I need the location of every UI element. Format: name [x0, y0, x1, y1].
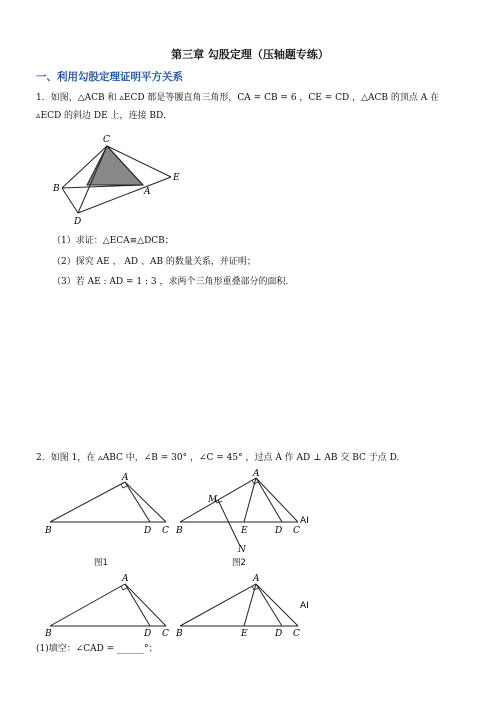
label-E: E [241, 629, 248, 638]
problem1-line1: 1．如图，△ACB 和 ▵ECD 都是等腰直角三角形，CA = CB = 6 ，CE = CD ，△ACB 的顶点 A 在 [36, 93, 440, 103]
watermark-ai: AI [300, 516, 309, 526]
label-N: N [238, 545, 246, 554]
label-A: A [253, 574, 260, 584]
problem1-line2: ▵ECD 的斜边 DE 上，连接 BD． [36, 111, 173, 121]
problem1-q3: （3）若 AE : AD = 1 : 3 ，求两个三角形重叠部分的面积. [52, 277, 289, 287]
problem1-q1: （1）求证：△ECA≌△DCB； [52, 236, 174, 246]
label-A: A [122, 574, 129, 584]
label-C: C [162, 629, 169, 638]
label-A: A [122, 473, 129, 483]
label-C: C [103, 135, 110, 145]
problem1-figure [50, 132, 190, 227]
label-B: B [45, 526, 52, 536]
label-B: B [176, 629, 183, 638]
segment-AE [244, 478, 256, 522]
label-A: A [253, 469, 260, 479]
problem2-figure2 [174, 466, 334, 554]
page-title: 第三章 勾股定理（压轴题专练） [171, 48, 329, 61]
figure1-caption: 图1 [94, 558, 108, 568]
label-C: C [162, 526, 169, 536]
segment-AD [125, 584, 150, 626]
label-B: B [176, 526, 183, 536]
segment-BA [50, 584, 125, 626]
problem2-line1: 2．如图 1，在 ▵ABC 中，∠B = 30° ，∠C = 45° ，过点 A 作 AD ⊥ AB 交 BC 于点 D. [36, 453, 400, 463]
segment-AC [256, 584, 298, 626]
segment-AC [125, 584, 166, 626]
segment-MN [218, 500, 240, 546]
watermark-ai: AI [300, 601, 309, 611]
segment-AC [256, 478, 298, 522]
label-D: D [275, 629, 283, 638]
problem2-figure4 [174, 570, 334, 638]
problem2-figure3 [40, 570, 180, 638]
segment-AC [125, 482, 166, 522]
label-D: D [144, 526, 152, 536]
section-heading: 一、利用勾股定理证明平方关系 [36, 71, 183, 83]
segment-BA [180, 584, 256, 626]
problem2-fill: (1)填空：∠CAD = ______°； [36, 644, 158, 654]
segment-AD [256, 478, 282, 522]
segment-AD [125, 482, 150, 522]
figure2-caption: 图2 [232, 558, 246, 568]
label-E: E [241, 526, 248, 536]
segment-BD [62, 188, 78, 213]
problem1-q2: （2）探究 AE 、 AD 、AB 的数量关系，并证明； [52, 257, 256, 267]
label-D: D [144, 629, 152, 638]
label-A: A [144, 187, 151, 197]
label-B: B [45, 629, 52, 638]
label-E: E [173, 173, 180, 183]
label-C: C [293, 526, 300, 536]
label-M: M [208, 495, 218, 505]
label-D: D [74, 217, 82, 227]
shaded-overlap [87, 146, 143, 185]
problem2-figure1 [40, 470, 180, 538]
label-D: D [275, 526, 283, 536]
label-C: C [293, 629, 300, 638]
segment-AD [256, 584, 282, 626]
label-B: B [53, 184, 60, 194]
segment-BA [50, 482, 125, 522]
